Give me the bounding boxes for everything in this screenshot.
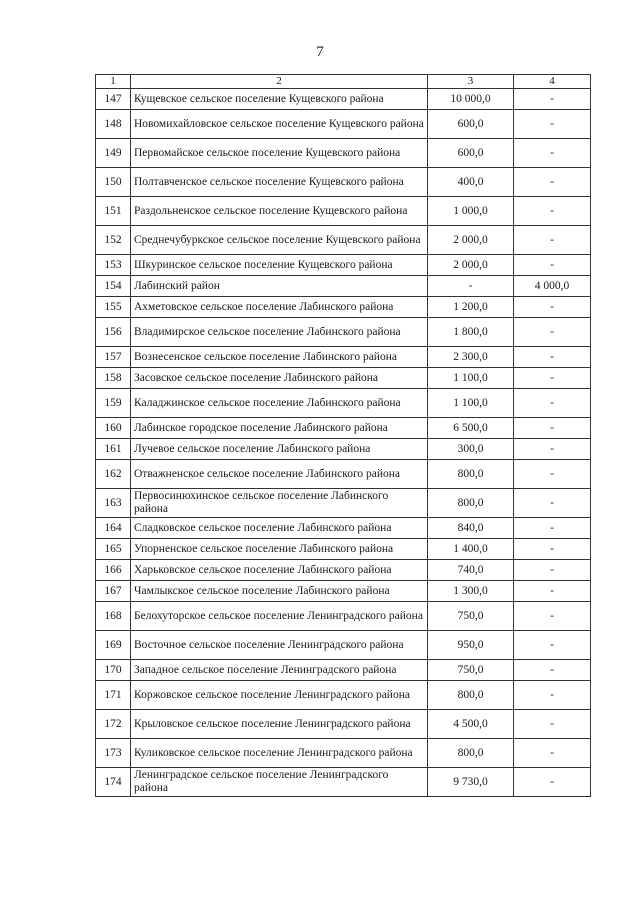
- row-value-col4: 4 000,0: [514, 276, 591, 297]
- row-value-col4: -: [514, 197, 591, 226]
- row-value-col4: -: [514, 581, 591, 602]
- row-number: 154: [96, 276, 131, 297]
- table-row: [96, 460, 591, 489]
- row-value-col3: 2 300,0: [428, 347, 514, 368]
- row-value-col4: -: [514, 418, 591, 439]
- row-number: 152: [96, 226, 131, 255]
- row-number: 157: [96, 347, 131, 368]
- table-header-row: [96, 75, 591, 89]
- row-name: Каладжинское сельское поселение Лабинского района: [131, 389, 428, 418]
- row-number: 170: [96, 660, 131, 681]
- row-value-col4: -: [514, 710, 591, 739]
- row-value-col3: 600,0: [428, 139, 514, 168]
- row-name: Новомихайловское сельское поселение Кущевского района: [131, 110, 428, 139]
- row-name: Раздольненское сельское поселение Кущевского района: [131, 197, 428, 226]
- row-value-col3: 750,0: [428, 602, 514, 631]
- table-row: [96, 368, 591, 389]
- row-value-col4: -: [514, 347, 591, 368]
- table-row: [96, 347, 591, 368]
- row-number: 169: [96, 631, 131, 660]
- row-name: Упорненское сельское поселение Лабинского района: [131, 539, 428, 560]
- header-col-1: 1: [96, 75, 131, 89]
- row-name: Кущевское сельское поселение Кущевского района: [131, 89, 428, 110]
- row-value-col3: 1 000,0: [428, 197, 514, 226]
- row-name: Харьковское сельское поселение Лабинского района: [131, 560, 428, 581]
- table-row: [96, 768, 591, 797]
- table-row: [96, 710, 591, 739]
- table-row: [96, 139, 591, 168]
- page-number: 7: [316, 44, 324, 60]
- row-number: 161: [96, 439, 131, 460]
- row-value-col3: 1 100,0: [428, 389, 514, 418]
- row-number: 163: [96, 489, 131, 518]
- row-number: 167: [96, 581, 131, 602]
- header-col-4: 4: [514, 75, 591, 89]
- row-value-col3: 740,0: [428, 560, 514, 581]
- row-value-col4: -: [514, 168, 591, 197]
- row-name: Восточное сельское поселение Ленинградского района: [131, 631, 428, 660]
- row-name: Крыловское сельское поселение Ленинградского района: [131, 710, 428, 739]
- row-name: Коржовское сельское поселение Ленинградского района: [131, 681, 428, 710]
- row-name: Вознесенское сельское поселение Лабинского района: [131, 347, 428, 368]
- row-number: 156: [96, 318, 131, 347]
- row-value-col3: 840,0: [428, 518, 514, 539]
- table-row: [96, 89, 591, 110]
- row-value-col3: 750,0: [428, 660, 514, 681]
- row-value-col3: 800,0: [428, 681, 514, 710]
- row-name: Засовское сельское поселение Лабинского района: [131, 368, 428, 389]
- table-row: [96, 539, 591, 560]
- row-value-col3: 1 800,0: [428, 318, 514, 347]
- row-name: Западное сельское поселение Ленинградского района: [131, 660, 428, 681]
- row-number: 164: [96, 518, 131, 539]
- row-value-col4: -: [514, 368, 591, 389]
- table-row: [96, 681, 591, 710]
- row-value-col4: -: [514, 139, 591, 168]
- row-value-col4: -: [514, 560, 591, 581]
- row-name: Первомайское сельское поселение Кущевского района: [131, 139, 428, 168]
- row-value-col3: 4 500,0: [428, 710, 514, 739]
- table-row: [96, 602, 591, 631]
- row-number: 158: [96, 368, 131, 389]
- row-number: 155: [96, 297, 131, 318]
- row-number: 172: [96, 710, 131, 739]
- row-name: Первосинюхинское сельское поселение Лабинского района: [131, 489, 428, 518]
- table-row: [96, 560, 591, 581]
- row-number: 159: [96, 389, 131, 418]
- row-value-col3: 1 100,0: [428, 368, 514, 389]
- table-row: [96, 110, 591, 139]
- row-value-col3: 10 000,0: [428, 89, 514, 110]
- row-value-col3: 300,0: [428, 439, 514, 460]
- row-name: Среднечубуркское сельское поселение Кущевского района: [131, 226, 428, 255]
- row-value-col4: -: [514, 518, 591, 539]
- row-value-col4: -: [514, 631, 591, 660]
- row-value-col4: -: [514, 297, 591, 318]
- row-value-col4: -: [514, 89, 591, 110]
- row-value-col4: -: [514, 681, 591, 710]
- row-name: Отважненское сельское поселение Лабинского района: [131, 460, 428, 489]
- table-row: [96, 197, 591, 226]
- row-value-col3: 400,0: [428, 168, 514, 197]
- table-row: [96, 739, 591, 768]
- table-row: [96, 489, 591, 518]
- row-name: Сладковское сельское поселение Лабинского района: [131, 518, 428, 539]
- row-number: 162: [96, 460, 131, 489]
- row-value-col3: 600,0: [428, 110, 514, 139]
- row-number: 171: [96, 681, 131, 710]
- table-body: [96, 89, 591, 797]
- row-name: Чамлыкское сельское поселение Лабинского района: [131, 581, 428, 602]
- table-row: [96, 439, 591, 460]
- table-row: [96, 226, 591, 255]
- row-number: 173: [96, 739, 131, 768]
- table-row: [96, 389, 591, 418]
- row-number: 160: [96, 418, 131, 439]
- row-value-col4: -: [514, 389, 591, 418]
- table-row: [96, 518, 591, 539]
- row-number: 151: [96, 197, 131, 226]
- row-value-col4: -: [514, 318, 591, 347]
- row-name: Белохуторское сельское поселение Ленинградского района: [131, 602, 428, 631]
- row-value-col3: 2 000,0: [428, 226, 514, 255]
- row-name: Лучевое сельское поселение Лабинского района: [131, 439, 428, 460]
- row-value-col3: 9 730,0: [428, 768, 514, 797]
- table-row: [96, 660, 591, 681]
- table-row: [96, 418, 591, 439]
- row-name: Владимирское сельское поселение Лабинского района: [131, 318, 428, 347]
- table-row: [96, 318, 591, 347]
- row-value-col4: -: [514, 602, 591, 631]
- row-number: 166: [96, 560, 131, 581]
- allocation-table: [95, 74, 591, 797]
- row-value-col4: -: [514, 489, 591, 518]
- row-value-col4: -: [514, 110, 591, 139]
- table-row: [96, 631, 591, 660]
- table-row: [96, 581, 591, 602]
- row-value-col4: -: [514, 226, 591, 255]
- row-value-col3: 800,0: [428, 489, 514, 518]
- row-value-col3: 2 000,0: [428, 255, 514, 276]
- header-col-3: 3: [428, 75, 514, 89]
- table-row: [96, 168, 591, 197]
- row-value-col4: -: [514, 739, 591, 768]
- row-name: Шкуринское сельское поселение Кущевского района: [131, 255, 428, 276]
- row-value-col3: 950,0: [428, 631, 514, 660]
- row-value-col3: -: [428, 276, 514, 297]
- row-value-col4: -: [514, 768, 591, 797]
- row-value-col3: 1 300,0: [428, 581, 514, 602]
- row-number: 174: [96, 768, 131, 797]
- row-value-col4: -: [514, 439, 591, 460]
- row-value-col3: 800,0: [428, 460, 514, 489]
- row-name: Ленинградское сельское поселение Ленинградского района: [131, 768, 428, 797]
- row-value-col3: 1 400,0: [428, 539, 514, 560]
- row-name: Куликовское сельское поселение Ленинградского района: [131, 739, 428, 768]
- table-row: [96, 276, 591, 297]
- row-value-col4: -: [514, 539, 591, 560]
- row-value-col3: 6 500,0: [428, 418, 514, 439]
- row-number: 147: [96, 89, 131, 110]
- row-name: Ахметовское сельское поселение Лабинского района: [131, 297, 428, 318]
- row-number: 153: [96, 255, 131, 276]
- row-number: 148: [96, 110, 131, 139]
- row-number: 150: [96, 168, 131, 197]
- header-col-2: 2: [131, 75, 428, 89]
- row-number: 149: [96, 139, 131, 168]
- row-value-col4: -: [514, 255, 591, 276]
- row-value-col3: 1 200,0: [428, 297, 514, 318]
- row-name: Полтавченское сельское поселение Кущевского района: [131, 168, 428, 197]
- row-value-col3: 800,0: [428, 739, 514, 768]
- row-name: Лабинское городское поселение Лабинского района: [131, 418, 428, 439]
- table-row: [96, 255, 591, 276]
- row-number: 165: [96, 539, 131, 560]
- table-row: [96, 297, 591, 318]
- row-value-col4: -: [514, 460, 591, 489]
- row-name: Лабинский район: [131, 276, 428, 297]
- row-number: 168: [96, 602, 131, 631]
- row-value-col4: -: [514, 660, 591, 681]
